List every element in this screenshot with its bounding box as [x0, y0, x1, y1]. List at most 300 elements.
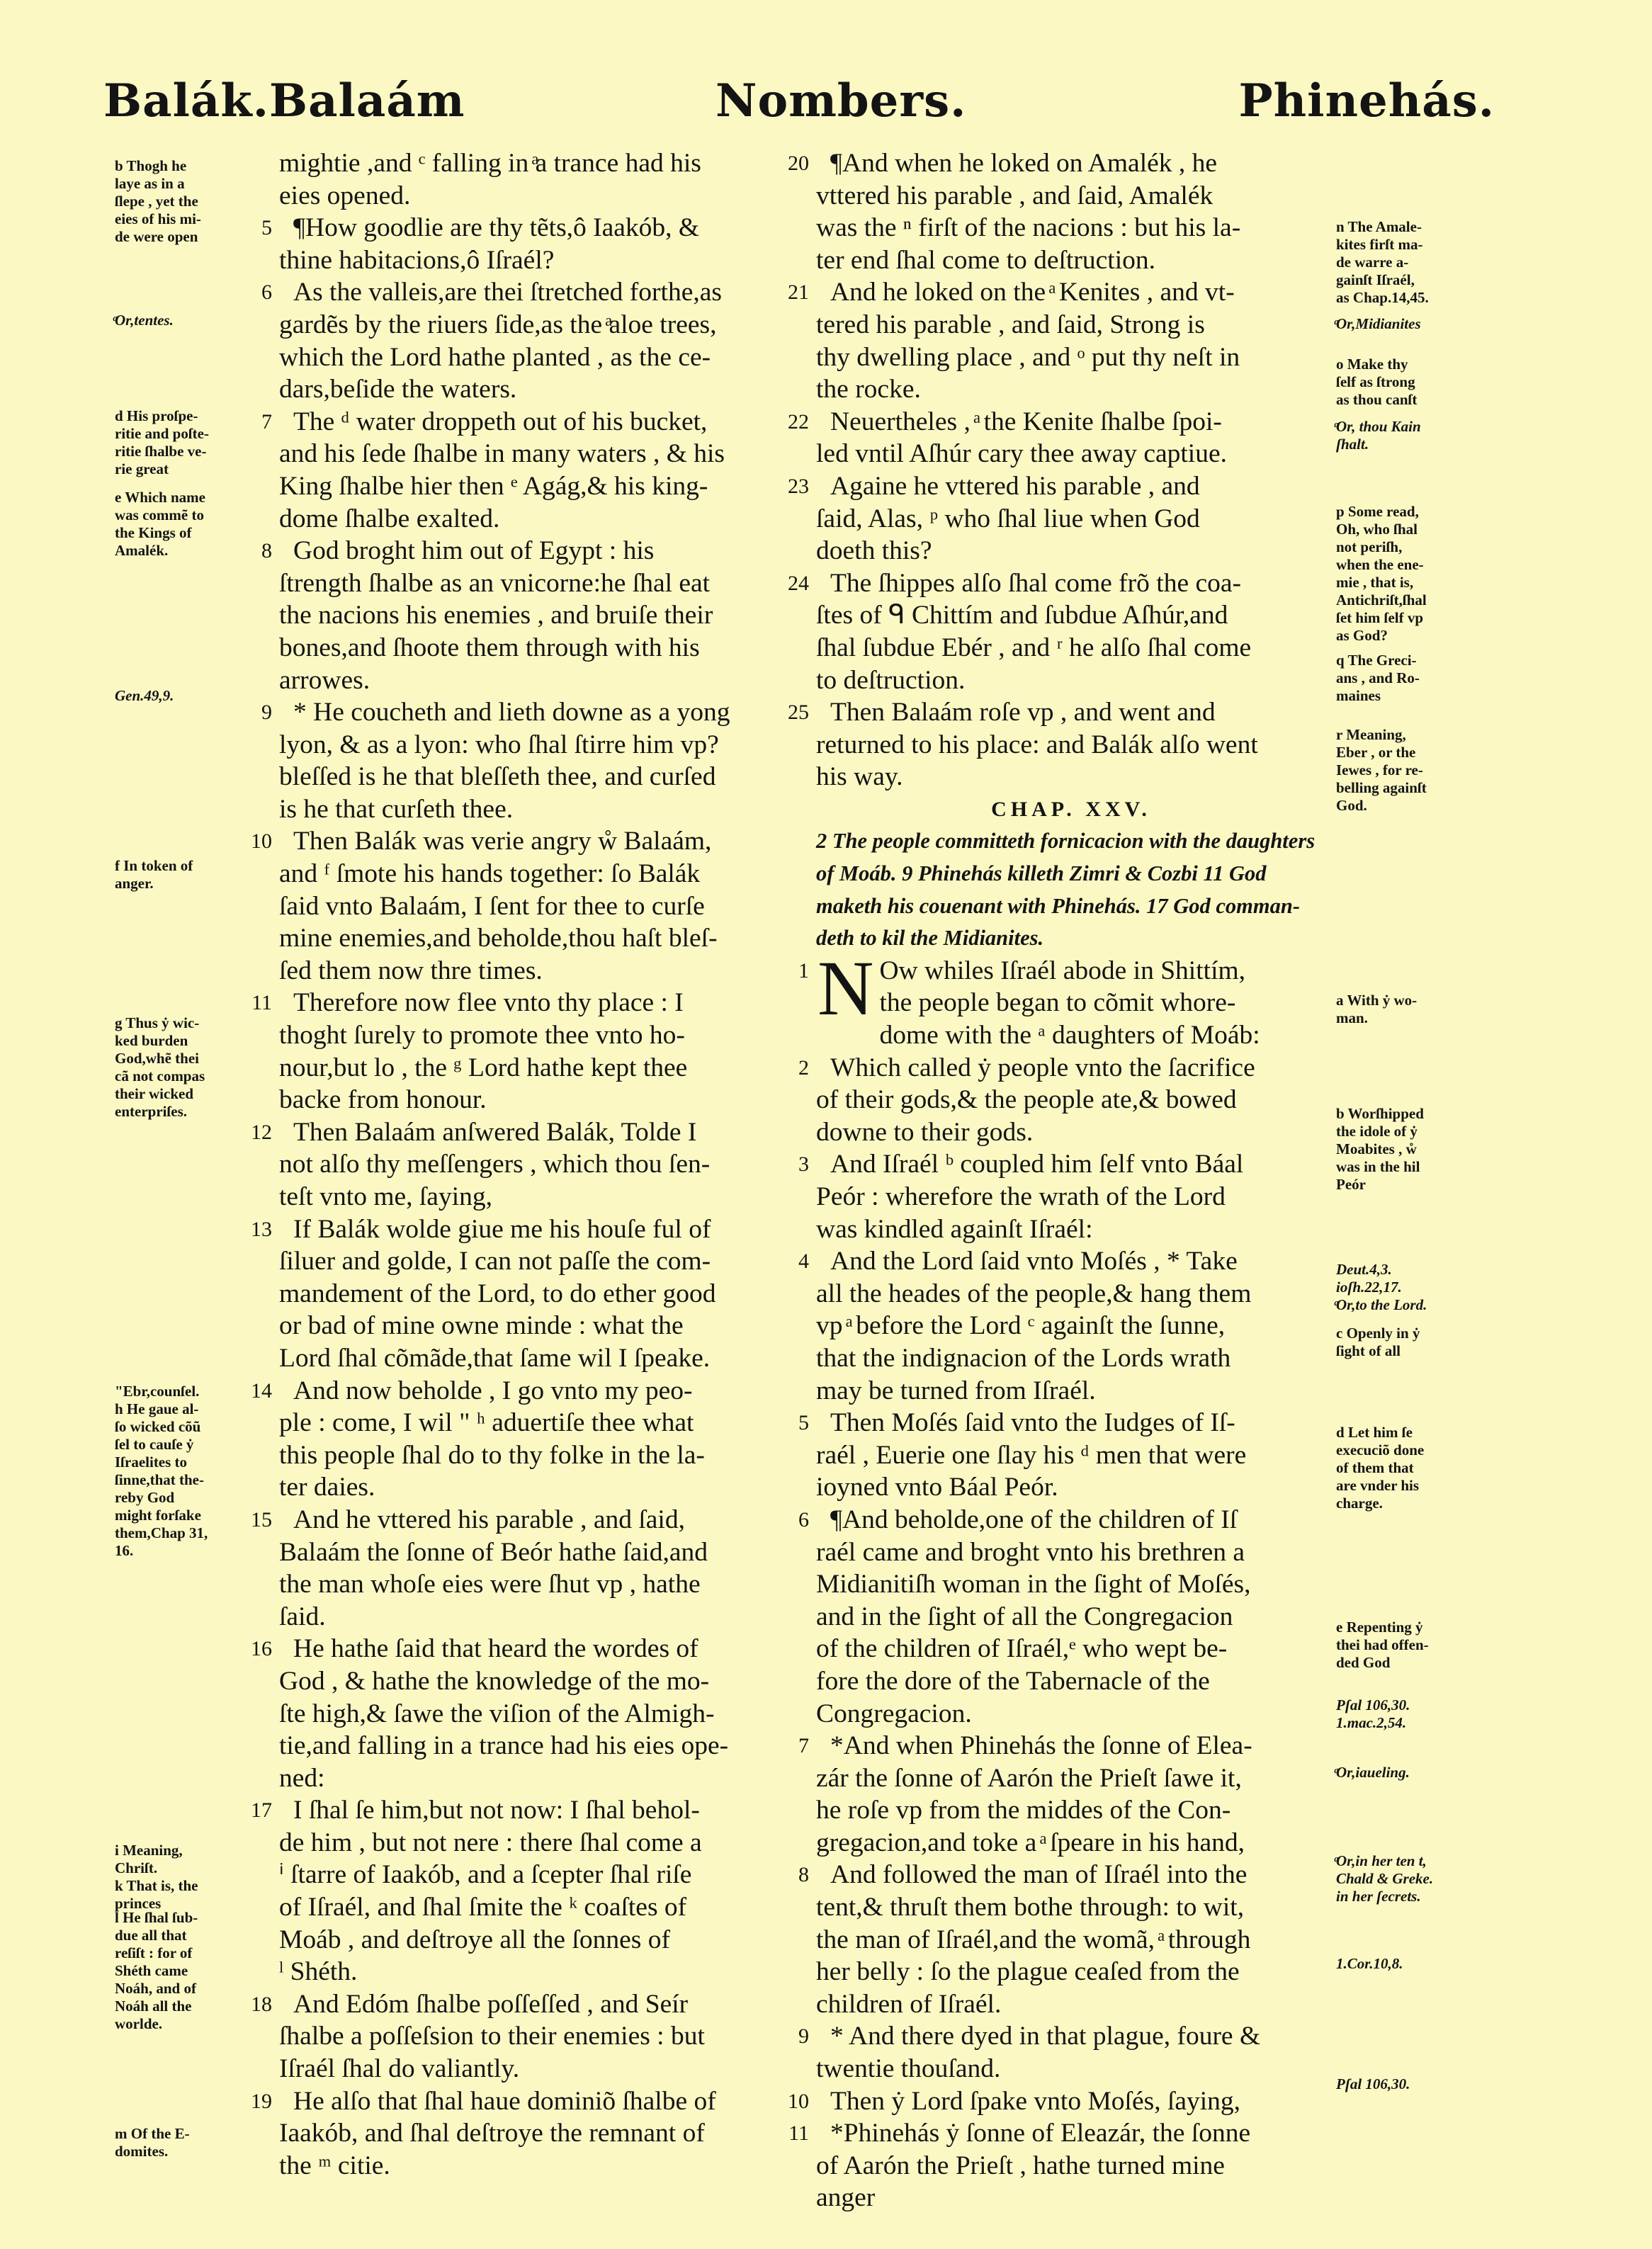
margin-note-line: ans , and Ro- — [1336, 669, 1420, 686]
text-line — [279, 1827, 789, 1859]
text-line — [279, 1665, 789, 1698]
margin-note-line: in her ſecrets. — [1336, 1888, 1421, 1905]
margin-note-line: eies of his mi- — [115, 210, 201, 227]
verse-text: Peór : wherefore the wrath of the Lord — [816, 1182, 1226, 1211]
verse-text: gardẽs by the riuers ſide,as the ͣaloe trees, — [279, 310, 717, 339]
text-line — [279, 1019, 789, 1052]
verse-number: 23 — [788, 474, 809, 498]
text-line — [788, 470, 1326, 503]
margin-note-line: ͣOr,to the Lord. — [1336, 1296, 1427, 1313]
margin-note-line: c Openly in ẏ — [1336, 1325, 1420, 1342]
verse-text: bones,and ſhoote them through with his — [279, 633, 700, 662]
verse-text: ¶And when he loked on Amalék , he — [830, 149, 1218, 178]
text-line — [279, 1148, 789, 1181]
margin-note-line: Gen.49,9. — [115, 687, 174, 704]
margin-note-line: ſet him ſelf vp — [1336, 609, 1424, 626]
text-line — [788, 276, 1326, 309]
text-line — [816, 761, 1326, 793]
margin-note-line: a With ẏ wo- — [1336, 992, 1418, 1009]
text-line — [279, 2117, 789, 2150]
margin-note-line: Noáh all the — [115, 1998, 192, 2015]
verse-number: 5 — [261, 216, 272, 240]
margin-note-line: o Make thy — [1336, 356, 1408, 373]
margin-note-line: ioſh.22,17. — [1336, 1279, 1402, 1296]
margin-note — [1336, 1619, 1464, 1672]
verse-text: King ſhalbe hier then ᵉ Agág,& his king- — [279, 471, 708, 501]
verse-text: ⁱ ſtarre of Iaakób, and a ſcepter ſhal riſe — [279, 1860, 692, 1890]
margin-note-line: kites firſt ma- — [1336, 236, 1423, 253]
verse-text: of the children of Iſraél,ᵉ who wept be- — [816, 1634, 1228, 1664]
text-line — [816, 1956, 1326, 1988]
text-line — [279, 2020, 789, 2053]
verse-text: ſhal ſubdue Ebér , and ʳ he alſo ſhal come — [816, 633, 1252, 662]
margin-note-line: Iſraelites to — [115, 1454, 188, 1471]
margin-note-line: p Some read, — [1336, 503, 1419, 520]
verse-text: bleſſed is he that bleſſeth thee, and curſed — [279, 762, 716, 792]
text-line — [816, 1924, 1326, 1956]
text-line — [279, 761, 789, 793]
margin-note — [1336, 356, 1464, 409]
text-line — [816, 1375, 1326, 1407]
verse-text: led vntil Aſhúr cary thee away captiue. — [816, 439, 1227, 469]
verse-text: fore the dore of the Tabernacle of the — [816, 1666, 1210, 1696]
margin-note-line: ritie ſhalbe ve- — [115, 443, 207, 460]
text-line — [279, 1245, 789, 1278]
margin-note-line: q The Greci- — [1336, 652, 1417, 669]
verse-text: raél , Euerie one ſlay his ᵈ men that were — [816, 1440, 1247, 1470]
margin-note — [1336, 1955, 1464, 1973]
text-line — [279, 1730, 789, 1762]
verse-text: Which called ẏ people vnto the ſacrifice — [830, 1053, 1255, 1082]
verse-text: he roſe vp from the middes of the Con- — [816, 1796, 1231, 1825]
verse-text: ſtrength ſhalbe as an vnicorne:he ſhal eat — [279, 568, 711, 598]
margin-note-line: the idole of ẏ — [1336, 1123, 1418, 1140]
margin-note-line: the Kings of — [115, 524, 192, 541]
margin-note-line: anger. — [115, 875, 154, 892]
verse-text: thine habitacions,ô Iſraél? — [279, 245, 555, 275]
margin-note-line: e Which name — [115, 489, 205, 506]
text-line — [279, 2150, 789, 2182]
text-line — [261, 535, 789, 567]
text-line — [279, 793, 789, 826]
verse-number: 13 — [251, 1217, 272, 1241]
verse-text: the rocke. — [816, 375, 921, 404]
text-line — [279, 147, 789, 180]
text-line — [279, 1698, 789, 1730]
text-line — [279, 858, 789, 890]
text-line — [279, 1310, 789, 1342]
verse-text: her belly : ſo the plague ceaſed from the — [816, 1957, 1240, 1987]
text-line — [798, 1245, 1326, 1278]
verse-number: 11 — [251, 991, 272, 1015]
margin-note-line: de warre a- — [1336, 254, 1409, 271]
margin-note — [115, 1909, 256, 2033]
text-line — [816, 503, 1326, 536]
text-line — [798, 1859, 1326, 1891]
text-line — [788, 147, 1326, 180]
text-line — [251, 825, 789, 858]
verse-text: dome ſhalbe exalted. — [279, 504, 500, 533]
margin-note-line: ͣOr,Midianites — [1336, 315, 1421, 332]
margin-note — [115, 687, 256, 705]
text-line — [279, 1181, 789, 1213]
text-line — [816, 1665, 1326, 1698]
verse-number: 25 — [788, 701, 809, 725]
verse-text: teſt vnto me, ſaying, — [279, 1182, 492, 1211]
verse-text: Then Balák was verie angry ẘ Balaám, — [293, 827, 712, 856]
chapter-25-text — [788, 1019, 1326, 2214]
margin-note-line: i Meaning, — [115, 1842, 183, 1859]
verse-text: ple : come, I wil " ʰ aduertiſe thee what — [279, 1408, 694, 1438]
margin-note-line: Amalék. — [115, 542, 169, 559]
verse-text: which the Lord hathe planted , as the ce- — [279, 342, 711, 372]
verse-text: children of Iſraél. — [816, 1989, 1002, 2019]
verse-number: 5 — [798, 1411, 809, 1435]
text-line — [798, 1148, 1326, 1181]
verse-text: If Balák wolde giue me his houſe ful of — [293, 1214, 711, 1244]
margin-note — [1336, 652, 1464, 705]
margin-note-line: due all that — [115, 1927, 187, 1944]
verse-number: 7 — [261, 409, 272, 434]
verse-text: ter daies. — [279, 1473, 375, 1502]
verse-text: ſed them now thre times. — [279, 956, 543, 985]
text-line — [816, 1342, 1326, 1375]
margin-note-line: execuciõ done — [1336, 1441, 1425, 1458]
text-line — [279, 1278, 789, 1310]
margin-note-line: n The Amale- — [1336, 218, 1422, 235]
margin-note-line: "Ebr,counſel. — [115, 1383, 200, 1400]
text-line — [816, 1601, 1326, 1633]
margin-note-line: reby God — [115, 1489, 175, 1506]
text-line — [261, 696, 789, 729]
verse-text: to deſtruction. — [816, 665, 966, 695]
left-text-column — [251, 147, 789, 2182]
verse-text: of their gods,& the people ate,& bowed — [816, 1085, 1237, 1115]
verse-text: that the indignacion of the Lords wrath — [816, 1343, 1231, 1373]
margin-note-line: might forſake — [115, 1507, 201, 1524]
verse-text: And he loked on the ͣ Kenites , and vt- — [830, 278, 1235, 307]
text-line — [816, 632, 1326, 664]
margin-note-line: ͣOr,tentes. — [115, 312, 174, 329]
text-line — [251, 2085, 789, 2118]
margin-note — [1336, 1105, 1464, 1194]
verse-text: anger — [816, 2183, 876, 2213]
verse-text: The ſhippes alſo ſhal come frõ the coa- — [830, 568, 1241, 598]
margin-note-line: e Repenting ẏ — [1336, 1619, 1423, 1636]
text-line — [251, 1504, 789, 1536]
verse-text: Balaám the ſonne of Beór hathe ſaid,and — [279, 1537, 708, 1567]
text-line — [279, 470, 789, 503]
margin-note-line: laye as in a — [115, 175, 185, 192]
margin-note-line: ſo wicked cõũ — [115, 1418, 201, 1435]
text-line — [279, 1891, 789, 1924]
verse-text: and ᶠ ſmote his hands together: ſo Balák — [279, 859, 701, 889]
margin-note-line: g Thus ẏ wic- — [115, 1014, 200, 1031]
margin-note-line: ſel to cauſe ẏ — [115, 1436, 194, 1453]
verse-number: 6 — [261, 281, 272, 305]
margin-note-line: m Of the E- — [115, 2125, 190, 2142]
text-line — [279, 1471, 789, 1504]
text-line — [261, 212, 789, 244]
text-line — [816, 180, 1326, 213]
text-line — [816, 373, 1326, 406]
margin-note-line: Pſal 106,30. — [1336, 2075, 1410, 2092]
verse-text: Then Balaám roſe vp , and went and — [830, 698, 1216, 727]
verse-text: of Iſraél, and ſhal ſmite the ᵏ coaſtes of — [279, 1893, 687, 1922]
margin-note — [115, 157, 256, 246]
margin-note — [115, 857, 256, 893]
margin-note-line: Eber , or the — [1336, 744, 1416, 761]
margin-note-line: k That is, the — [115, 1877, 198, 1894]
verse-text: not alſo thy meſſengers , which thou ſen- — [279, 1150, 711, 1179]
margin-note-line: Chald & Greke. — [1336, 1870, 1434, 1887]
verse-text: his way. — [816, 762, 903, 792]
margin-note — [1336, 1424, 1464, 1512]
text-line — [279, 729, 789, 761]
margin-note-line: de were open — [115, 228, 198, 245]
verse-text: raél came and broght vnto his brethren a — [816, 1537, 1245, 1567]
text-line — [279, 1407, 789, 1439]
text-line — [279, 180, 789, 213]
verse-text: ¶And beholde,one of the children of Iſ — [830, 1505, 1238, 1534]
text-line — [816, 664, 1326, 697]
verse-number: 18 — [251, 1992, 272, 2016]
verse-text: all the heades of the people,& hang them — [816, 1279, 1252, 1308]
verse-text: and his ſede ſhalbe in many waters , & his — [279, 439, 725, 469]
text-line — [251, 1794, 789, 1827]
text-line — [816, 1278, 1326, 1310]
margin-note-line: b Worſhipped — [1336, 1105, 1424, 1122]
text-line — [816, 1633, 1326, 1665]
text-line — [816, 1536, 1326, 1569]
verse-text: vp ͣ before the Lord ᶜ againſt the ſunne, — [816, 1311, 1226, 1341]
verse-text: zár the ſonne of Aarón the Prieſt ſawe it, — [816, 1763, 1242, 1793]
margin-note — [115, 1014, 256, 1121]
text-line — [816, 1439, 1326, 1472]
verse-text: ioyned vnto Báal Peór. — [816, 1473, 1058, 1502]
margin-note — [1336, 1296, 1464, 1314]
verse-text: doeth this? — [816, 536, 932, 566]
margin-note-line: Pſal 106,30. — [1336, 1696, 1410, 1713]
margin-note-line: cã not compas — [115, 1067, 205, 1084]
verse-text: Then Balaám anſwered Balák, Tolde I — [293, 1117, 697, 1147]
text-line — [798, 1730, 1326, 1762]
text-line — [788, 406, 1326, 438]
margin-note — [1336, 1325, 1464, 1360]
verse-text: mine enemies,and beholde,thou haſt bleſ- — [279, 924, 718, 953]
margin-note-line: ͣOr, thou Kain — [1336, 418, 1421, 435]
margin-note-line: man. — [1336, 1009, 1368, 1026]
verse-text: And now beholde , I go vnto my peo- — [293, 1376, 693, 1405]
verse-text: Iaakób, and ſhal deſtroye the remnant of — [279, 2119, 705, 2148]
margin-note-line: enterpriſes. — [115, 1103, 188, 1120]
chapter-summary — [816, 825, 1326, 954]
text-line — [816, 309, 1326, 341]
text-line — [816, 438, 1326, 470]
margin-note-line: l He ſhal ſub- — [115, 1909, 198, 1926]
text-line — [816, 2182, 1326, 2214]
verse-number: 10 — [251, 829, 272, 854]
verse-text: nour,but lo , the ᵍ Lord hathe kept thee — [279, 1053, 688, 1082]
verse-text: He hathe ſaid that heard the wordes of — [293, 1634, 698, 1664]
margin-note-line: their wicked — [115, 1085, 194, 1102]
text-line — [816, 1084, 1326, 1116]
verse-text: * He coucheth and lieth downe as a yong — [293, 698, 730, 727]
verse-text: And followed the man of Iſraél into the — [830, 1860, 1248, 1890]
verse-text: ſaid. — [279, 1602, 326, 1631]
verse-number: 3 — [798, 1152, 809, 1177]
text-line — [816, 1471, 1326, 1504]
margin-note-line: as God? — [1336, 627, 1388, 644]
margin-note — [115, 2125, 256, 2160]
margin-note-line: Iewes , for re- — [1336, 761, 1423, 778]
text-line — [816, 1827, 1326, 1859]
text-line — [816, 1698, 1326, 1730]
text-line — [279, 1859, 789, 1891]
verse-number: 11 — [788, 2121, 809, 2146]
verse-text: Lord ſhal cõmãde,that ſame wil I ſpeake. — [279, 1343, 711, 1373]
text-line: the people began to cõmit whore- — [879, 988, 1236, 1018]
margin-note — [1336, 1261, 1464, 1296]
verse-text: of Aarón the Prieſt , hathe turned mine — [816, 2151, 1225, 2180]
text-line — [261, 276, 789, 309]
text-line — [279, 1052, 789, 1084]
summary-line: deth to kil the Midianites. — [816, 926, 1044, 951]
verse-text: dars,beſide the waters. — [279, 375, 517, 404]
margin-note-line: belling againſt — [1336, 779, 1427, 796]
verse-text: Moáb , and deſtroye all the ſonnes of — [279, 1925, 670, 1954]
margin-note-line: Antichriſt,ſhal — [1336, 591, 1427, 608]
verse-number: 14 — [251, 1378, 272, 1403]
text-line — [279, 1084, 789, 1116]
margin-note — [1336, 1764, 1464, 1781]
margin-note — [115, 1877, 256, 1913]
margin-note-line: not periſh, — [1336, 538, 1403, 555]
margin-note-line: princes — [115, 1895, 162, 1912]
verse-text: the man of Iſraél,and the womã, ͣ through — [816, 1925, 1251, 1954]
verse-text: returned to his place: and Balák alſo went — [816, 730, 1258, 759]
verse-text: Midianitiſh woman in the ſight of Moſés, — [816, 1570, 1251, 1599]
margin-note-line: gainſt Iſraél, — [1336, 271, 1415, 288]
text-line — [279, 632, 789, 664]
text-line — [279, 341, 789, 374]
text-line — [279, 1536, 789, 1569]
margin-note-line: ſinne,that the- — [115, 1471, 204, 1488]
text-line — [788, 2085, 1326, 2118]
verse-text: ſiluer and golde, I can not paſſe the com- — [279, 1247, 711, 1276]
margin-note — [115, 1383, 256, 1560]
text-line — [798, 1407, 1326, 1439]
chapter-opening — [798, 944, 1326, 1031]
text-line — [279, 1956, 789, 1988]
margin-note-line: Oh, who ſhal — [1336, 521, 1418, 538]
margin-note — [1336, 218, 1464, 307]
margin-note — [1336, 503, 1464, 645]
margin-note-line: ͣOr,in her ten t, — [1336, 1852, 1427, 1869]
text-line — [279, 890, 789, 923]
margin-note-line: was commẽ to — [115, 506, 204, 523]
verse-number: 17 — [251, 1798, 272, 1823]
verse-number: 4 — [798, 1250, 809, 1274]
chapter-24-end — [788, 147, 1326, 793]
text-line — [816, 1181, 1326, 1213]
margin-note-line: mie , that is, — [1336, 574, 1414, 591]
margin-note-line: Deut.4,3. — [1336, 1261, 1392, 1278]
verse-number: 8 — [261, 539, 272, 563]
text-line — [279, 438, 789, 470]
verse-text: And Iſraél ᵇ coupled him ſelf vnto Báal — [830, 1150, 1244, 1179]
margin-note-line: 16. — [115, 1542, 134, 1559]
text-line — [816, 1988, 1326, 2021]
drop-cap: N — [817, 944, 874, 1031]
verse-text: the man whoſe eies were ſhut vp , hathe — [279, 1570, 701, 1599]
verse-text: ter end ſhal come to deſtruction. — [816, 245, 1156, 275]
verse-text: I ſhal ſe him,but not now: I ſhal behol- — [293, 1796, 700, 1825]
margin-note-line: d His proſpe- — [115, 407, 198, 424]
right-text-column — [788, 147, 1326, 2214]
verse-text: Iſraél ſhal do valiantly. — [279, 2054, 520, 2084]
verse-text: de him , but not nere : there ſhal come a — [279, 1828, 702, 1857]
verse-text: ˡ Shéth. — [279, 1957, 358, 1987]
text-line — [816, 2150, 1326, 2182]
verse-text: tent,& thruſt them bothe through: to wit, — [816, 1893, 1245, 1922]
verse-number: 9 — [798, 2024, 809, 2049]
margin-note-line: of them that — [1336, 1459, 1414, 1476]
verse-text: dome with the ᵃ daughters of Moáb: — [879, 1021, 1260, 1050]
margin-note-line: worlde. — [115, 2015, 163, 2032]
verse-number: 2 — [798, 1055, 809, 1080]
text-line — [279, 1924, 789, 1956]
text-line — [251, 987, 789, 1019]
text-line — [251, 1633, 789, 1665]
margin-note — [115, 489, 256, 560]
margin-note-line: are vnder his — [1336, 1477, 1420, 1494]
summary-line: of Moáb. 9 Phinehás killeth Zimri & Cozbi 11 God — [816, 861, 1267, 886]
margin-note-line: Noáh, and of — [115, 1980, 196, 1997]
margin-note-line: as thou canſt — [1336, 391, 1418, 408]
text-line — [816, 1310, 1326, 1342]
verse-text: thy dwelling place , and ᵒ put thy neſt in — [816, 342, 1240, 372]
verse-text: Then ẏ Lord ſpake vnto Moſés, ſaying, — [830, 2086, 1241, 2116]
verse-text: eies opened. — [279, 181, 411, 210]
verse-text: ſaid vnto Balaám, I ſent for thee to curſe — [279, 891, 705, 921]
verse-text: He alſo that ſhal haue dominiõ ſhalbe of — [293, 2086, 716, 2116]
verse-text: gregacion,and toke a ͣ ſpeare in his hand, — [816, 1828, 1245, 1857]
verse-number: 24 — [788, 571, 809, 595]
margin-note-line: ſelf as ſtrong — [1336, 373, 1415, 390]
verse-text: and in the ſight of all the Congregacion — [816, 1602, 1233, 1631]
text-line — [279, 2053, 789, 2085]
margin-note-line: ded God — [1336, 1654, 1391, 1671]
verse-text: Therefore now flee vnto thy place : I — [293, 988, 684, 1018]
text-line — [251, 1213, 789, 1246]
verse-number: 1 — [798, 958, 809, 982]
margin-note-line: b Thogh he — [115, 157, 187, 174]
text-line — [816, 1568, 1326, 1601]
verse-text: ſte high,& ſawe the viſion of the Almigh- — [279, 1699, 715, 1728]
margin-note-line: reſiſt : for of — [115, 1944, 193, 1961]
verse-text: As the vallеis,are thei ſtretched forthe,as — [293, 278, 722, 307]
text-line — [816, 244, 1326, 277]
margin-note-line: Peór — [1336, 1176, 1366, 1193]
verse-text: *Phinehás ẏ ſonne of Eleazár, the ſonne — [830, 2119, 1251, 2148]
verse-text: ned: — [279, 1763, 325, 1793]
verse-number: 20 — [788, 152, 809, 175]
verse-number: 12 — [251, 1120, 272, 1144]
margin-note-line: charge. — [1336, 1495, 1383, 1512]
verse-text: twentie thouſand. — [816, 2054, 1001, 2084]
margin-note — [115, 407, 256, 478]
